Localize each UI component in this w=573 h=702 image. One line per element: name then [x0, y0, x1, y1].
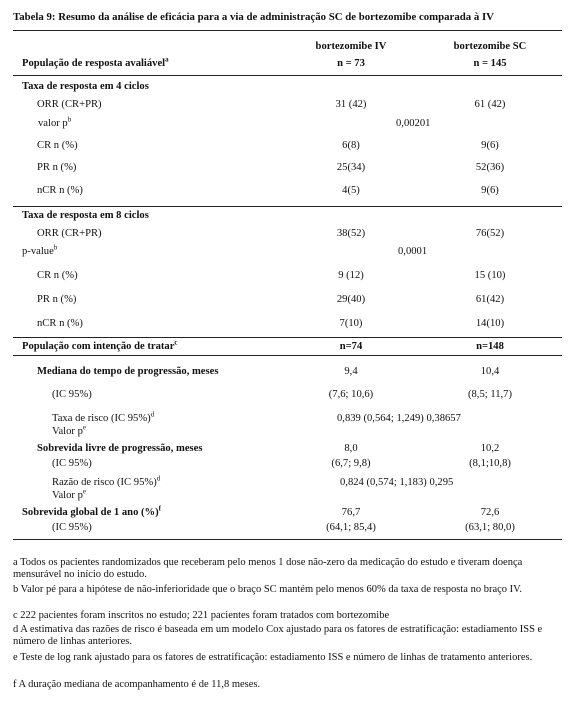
row-evaluable-label: População de resposta avaliável$^a$ — [22, 55, 169, 69]
s4-ncr-iv: 4(5) — [342, 185, 360, 196]
col-header-iv: bortezomibe IV — [315, 41, 387, 52]
footnote-e: e Teste de log rank ajustado para os fatores de estratificação: estadiamento ISS e número de linhas de tratamento anteriores. — [13, 652, 533, 663]
s4-p-value: 0,00201 — [396, 118, 431, 129]
os-ci-iv: (64,1; 85,4) — [326, 522, 376, 533]
footnote-f: f A duração mediana de acompanhamento é de 11,8 meses. — [13, 679, 261, 690]
rule-2 — [13, 206, 562, 207]
s4-ncr-sc: 9(6) — [481, 185, 499, 196]
s4-pr-iv: 25(34) — [336, 162, 366, 173]
ttp-ci-label: (IC 95%) — [52, 389, 92, 400]
s4-pr-label: PR n (%) — [37, 162, 77, 173]
s4-p-label: valor $p^b$ — [38, 115, 72, 129]
s4-orr-sc: 61 (42) — [474, 99, 506, 110]
hr2-value: 0,824 (0,574; 1,183) 0,295 — [340, 477, 454, 488]
pfs-ci-iv: (6,7; 9,8) — [331, 458, 371, 469]
s4-orr-iv: 31 (42) — [335, 99, 367, 110]
hr-label: Taxa de risco (IC 95%)$^d$ — [52, 410, 155, 424]
section-8-cycles-title: Taxa de resposta em 8 ciclos — [22, 210, 149, 221]
s8-pr-iv: 29(40) — [336, 294, 366, 305]
hr2-label: Razão de risco (IC 95%)$^d$ — [52, 474, 161, 488]
s4-orr-label: ORR (CR+PR) — [37, 99, 102, 110]
os-sc: 72,6 — [480, 507, 500, 518]
n-sc: n = 145 — [473, 58, 507, 69]
s8-cr-sc: 15 (10) — [474, 270, 506, 281]
section-4-cycles-title: Taxa de resposta em 4 ciclos — [22, 81, 149, 92]
os-ci-label: (IC 95%) — [52, 522, 92, 533]
s8-ncr-iv: 7(10) — [339, 318, 363, 329]
s8-orr-label: ORR (CR+PR) — [37, 228, 102, 239]
footnote-c: c 222 pacientes foram inscritos no estudo; 221 pacientes foram tratados com bortezomibe — [13, 610, 390, 621]
s4-ncr-label: nCR n (%) — [37, 185, 83, 196]
s4-cr-label: CR n (%) — [37, 140, 78, 151]
s8-ncr-label: nCR n (%) — [37, 318, 83, 329]
os-ci-sc: (63,1; 80,0) — [465, 522, 515, 533]
footnote-d: d A estimativa das razões de risco é baseada em um modelo Cox ajustado para os fatores de estratificação: estadiamento ISS e número de linhas anteriores. — [13, 624, 543, 647]
table-top-rule — [13, 30, 562, 31]
os-iv: 76,7 — [341, 507, 361, 518]
s8-cr-iv: 9 (12) — [338, 270, 364, 281]
ttp-label: Mediana do tempo de progressão, meses — [37, 366, 219, 377]
itt-n-iv: n=74 — [339, 341, 363, 352]
table-caption: Tabela 9: Resumo da análise de eficácia para a via de administração SC de bortezomibe comparada à IV — [13, 11, 494, 23]
table-bottom-rule — [13, 539, 562, 540]
s8-ncr-sc: 14(10) — [475, 318, 505, 329]
footnote-b: b Valor pé para a hipótese de não-inferioridade que o braço SC mantém pelo menos 60% da taxa de resposta no braço IV. — [13, 584, 522, 595]
rule-4 — [13, 355, 562, 356]
s8-pr-sc: 61(42) — [475, 294, 505, 305]
s8-orr-sc: 76(52) — [475, 228, 505, 239]
pfs-ci-label: (IC 95%) — [52, 458, 92, 469]
col-header-sc: bortezomibe SC — [453, 41, 527, 52]
s4-pr-sc: 52(36) — [475, 162, 505, 173]
s8-p-label: p-value$^b$ — [22, 243, 58, 257]
pfs-label: Sobrevida livre de progressão, meses — [37, 443, 203, 454]
pvalue2-label: Valor $p^e$ — [52, 487, 87, 501]
itt-n-sc: n=148 — [476, 341, 504, 352]
pvalue-label: Valor $p^e$ — [52, 423, 87, 437]
ttp-iv: 9,4 — [344, 366, 358, 377]
ttp-sc: 10,4 — [480, 366, 500, 377]
s8-pr-label: PR n (%) — [37, 294, 77, 305]
s8-orr-iv: 38(52) — [336, 228, 366, 239]
rule-1 — [13, 75, 562, 76]
ttp-ci-iv: (7,6; 10,6) — [328, 389, 374, 400]
hr-value: 0,839 (0,564; 1,249) 0,38657 — [337, 413, 461, 424]
s8-cr-label: CR n (%) — [37, 270, 78, 281]
ttp-ci-sc: (8,5; 11,7) — [467, 389, 513, 400]
s4-cr-sc: 9(6) — [481, 140, 499, 151]
pfs-sc: 10,2 — [480, 443, 500, 454]
itt-title: População com intenção de tratar$^c$ — [22, 338, 178, 352]
s8-p-value: 0,0001 — [398, 246, 428, 257]
footnote-a: a Todos os pacientes randomizados que receberam pelo menos 1 dose não-zero da medicação do estudo e tiveram doença mensurável no início do estudo. — [13, 557, 523, 580]
s4-cr-iv: 6(8) — [342, 140, 360, 151]
os-label: Sobrevida global de 1 ano (%)$^f$ — [22, 504, 162, 518]
pfs-ci-sc: (8,1;10,8) — [469, 458, 511, 469]
n-iv: n = 73 — [337, 58, 365, 69]
pfs-iv: 8,0 — [344, 443, 358, 454]
rule-3 — [13, 337, 562, 338]
